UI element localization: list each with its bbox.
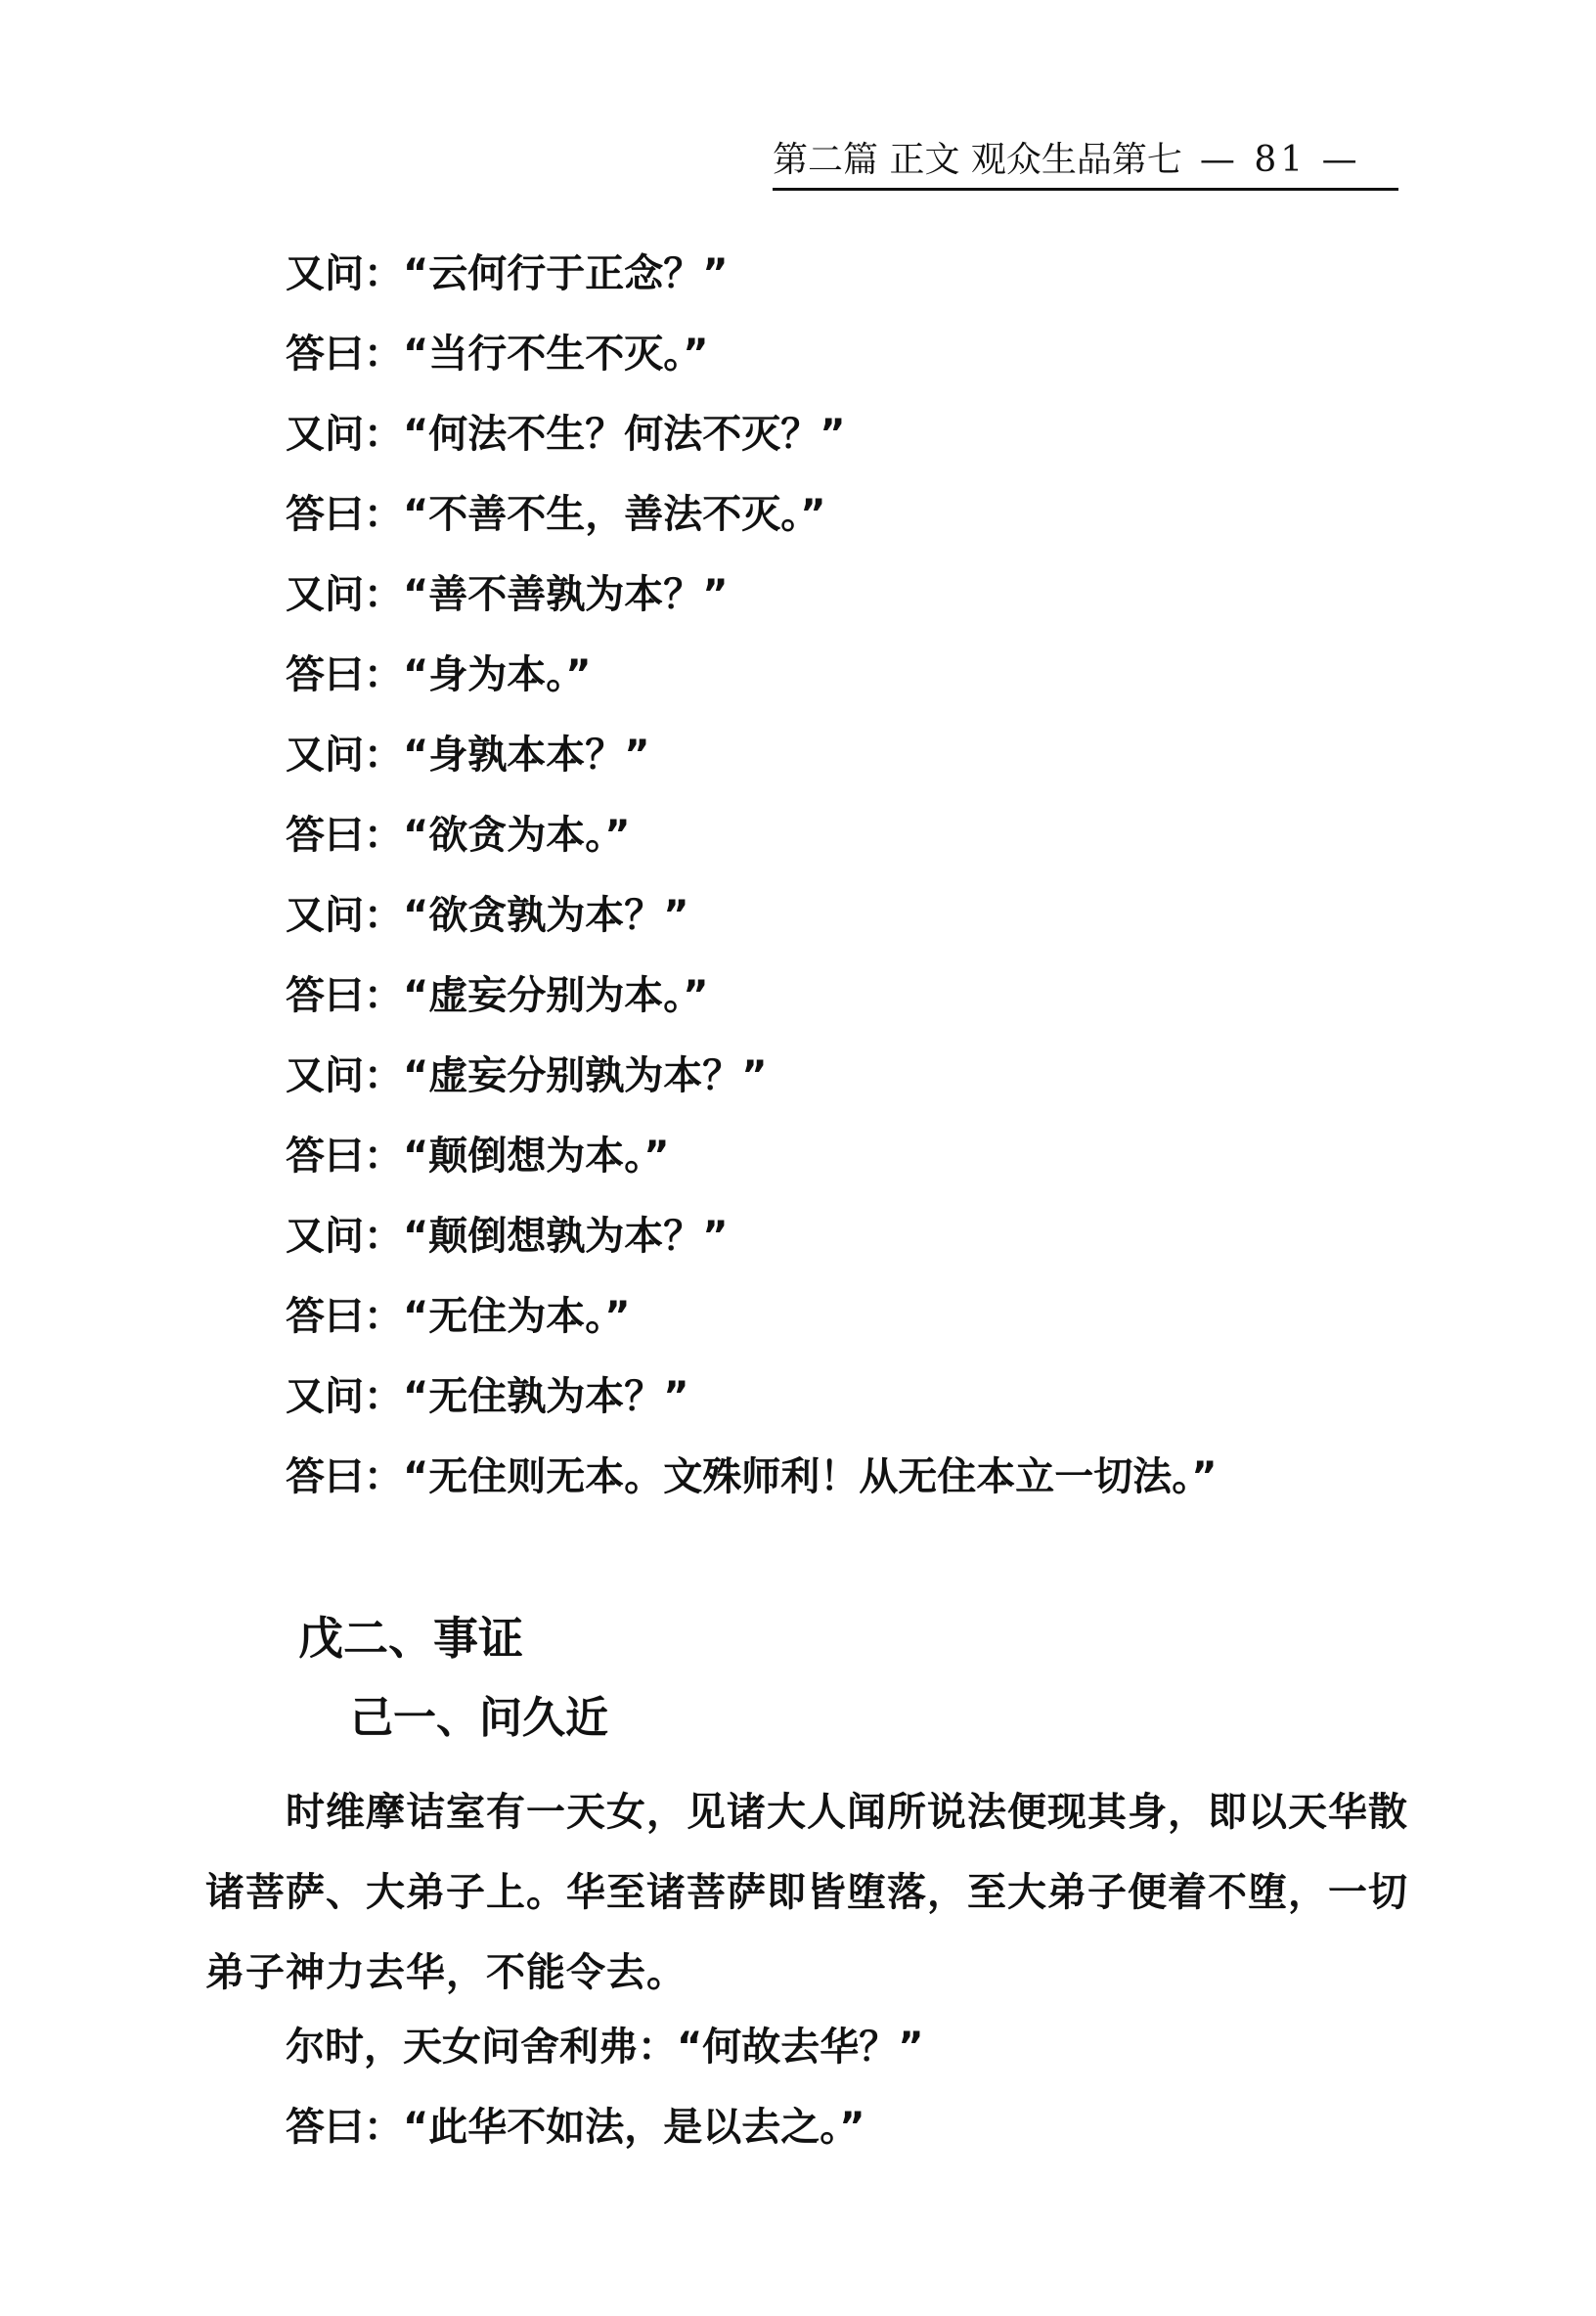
dialog-line: 又问：“欲贪孰为本？” bbox=[286, 893, 689, 938]
header-title: 第二篇 正文 观众生品第七 bbox=[773, 140, 1182, 180]
body-paragraph: 时维摩诘室有一天女，见诸大人闻所说法便现其身，即以天华散诸菩萨、大弟子上。华至诸菩萨即皆堕落，至大弟子便着不堕，一切弟子神力去华，不能令去。 bbox=[205, 1790, 1408, 1995]
dialog-line: 又问：“善不善孰为本？” bbox=[286, 572, 729, 617]
dialog-line-answer: 答曰：“此华不如法，是以去之。” bbox=[286, 2105, 865, 2150]
dialog-line: 又问：“何法不生？何法不灭？” bbox=[286, 412, 846, 457]
page-number: — 81 — bbox=[1199, 140, 1361, 180]
dialog-line: 又问：“虚妄分别孰为本？” bbox=[286, 1053, 768, 1098]
dialog-line: 答曰：“虚妄分别为本。” bbox=[286, 973, 709, 1018]
dialog-line: 答曰：“颠倒想为本。” bbox=[286, 1134, 670, 1179]
subsection-heading: 己一、问久近 bbox=[350, 1693, 608, 1743]
dialog-line: 答曰：“不善不生，善法不灭。” bbox=[286, 492, 826, 537]
dialog-line: 答曰：“无住则无本。文殊师利！从无住本立一切法。” bbox=[286, 1454, 1218, 1499]
running-header bbox=[773, 133, 1398, 191]
dialog-line: 答曰：“无住为本。” bbox=[286, 1294, 631, 1339]
dialog-line: 答曰：“身为本。” bbox=[286, 652, 592, 697]
dialog-line-question: 尔时，天女问舍利弗：“何故去华？” bbox=[286, 2025, 924, 2070]
dialog-line: 又问：“无住孰为本？” bbox=[286, 1374, 689, 1419]
dialog-line: 又问：“云何行于正念？” bbox=[286, 251, 729, 296]
dialog-line: 答曰：“欲贪为本。” bbox=[286, 813, 631, 858]
dialog-line: 又问：“颠倒想孰为本？” bbox=[286, 1214, 729, 1259]
dialog-line: 答曰：“当行不生不灭。” bbox=[286, 332, 709, 377]
dialog-line: 又问：“身孰本本？” bbox=[286, 733, 650, 778]
dialog-block bbox=[286, 245, 1410, 1528]
section-heading: 戊二、事证 bbox=[298, 1612, 523, 1665]
